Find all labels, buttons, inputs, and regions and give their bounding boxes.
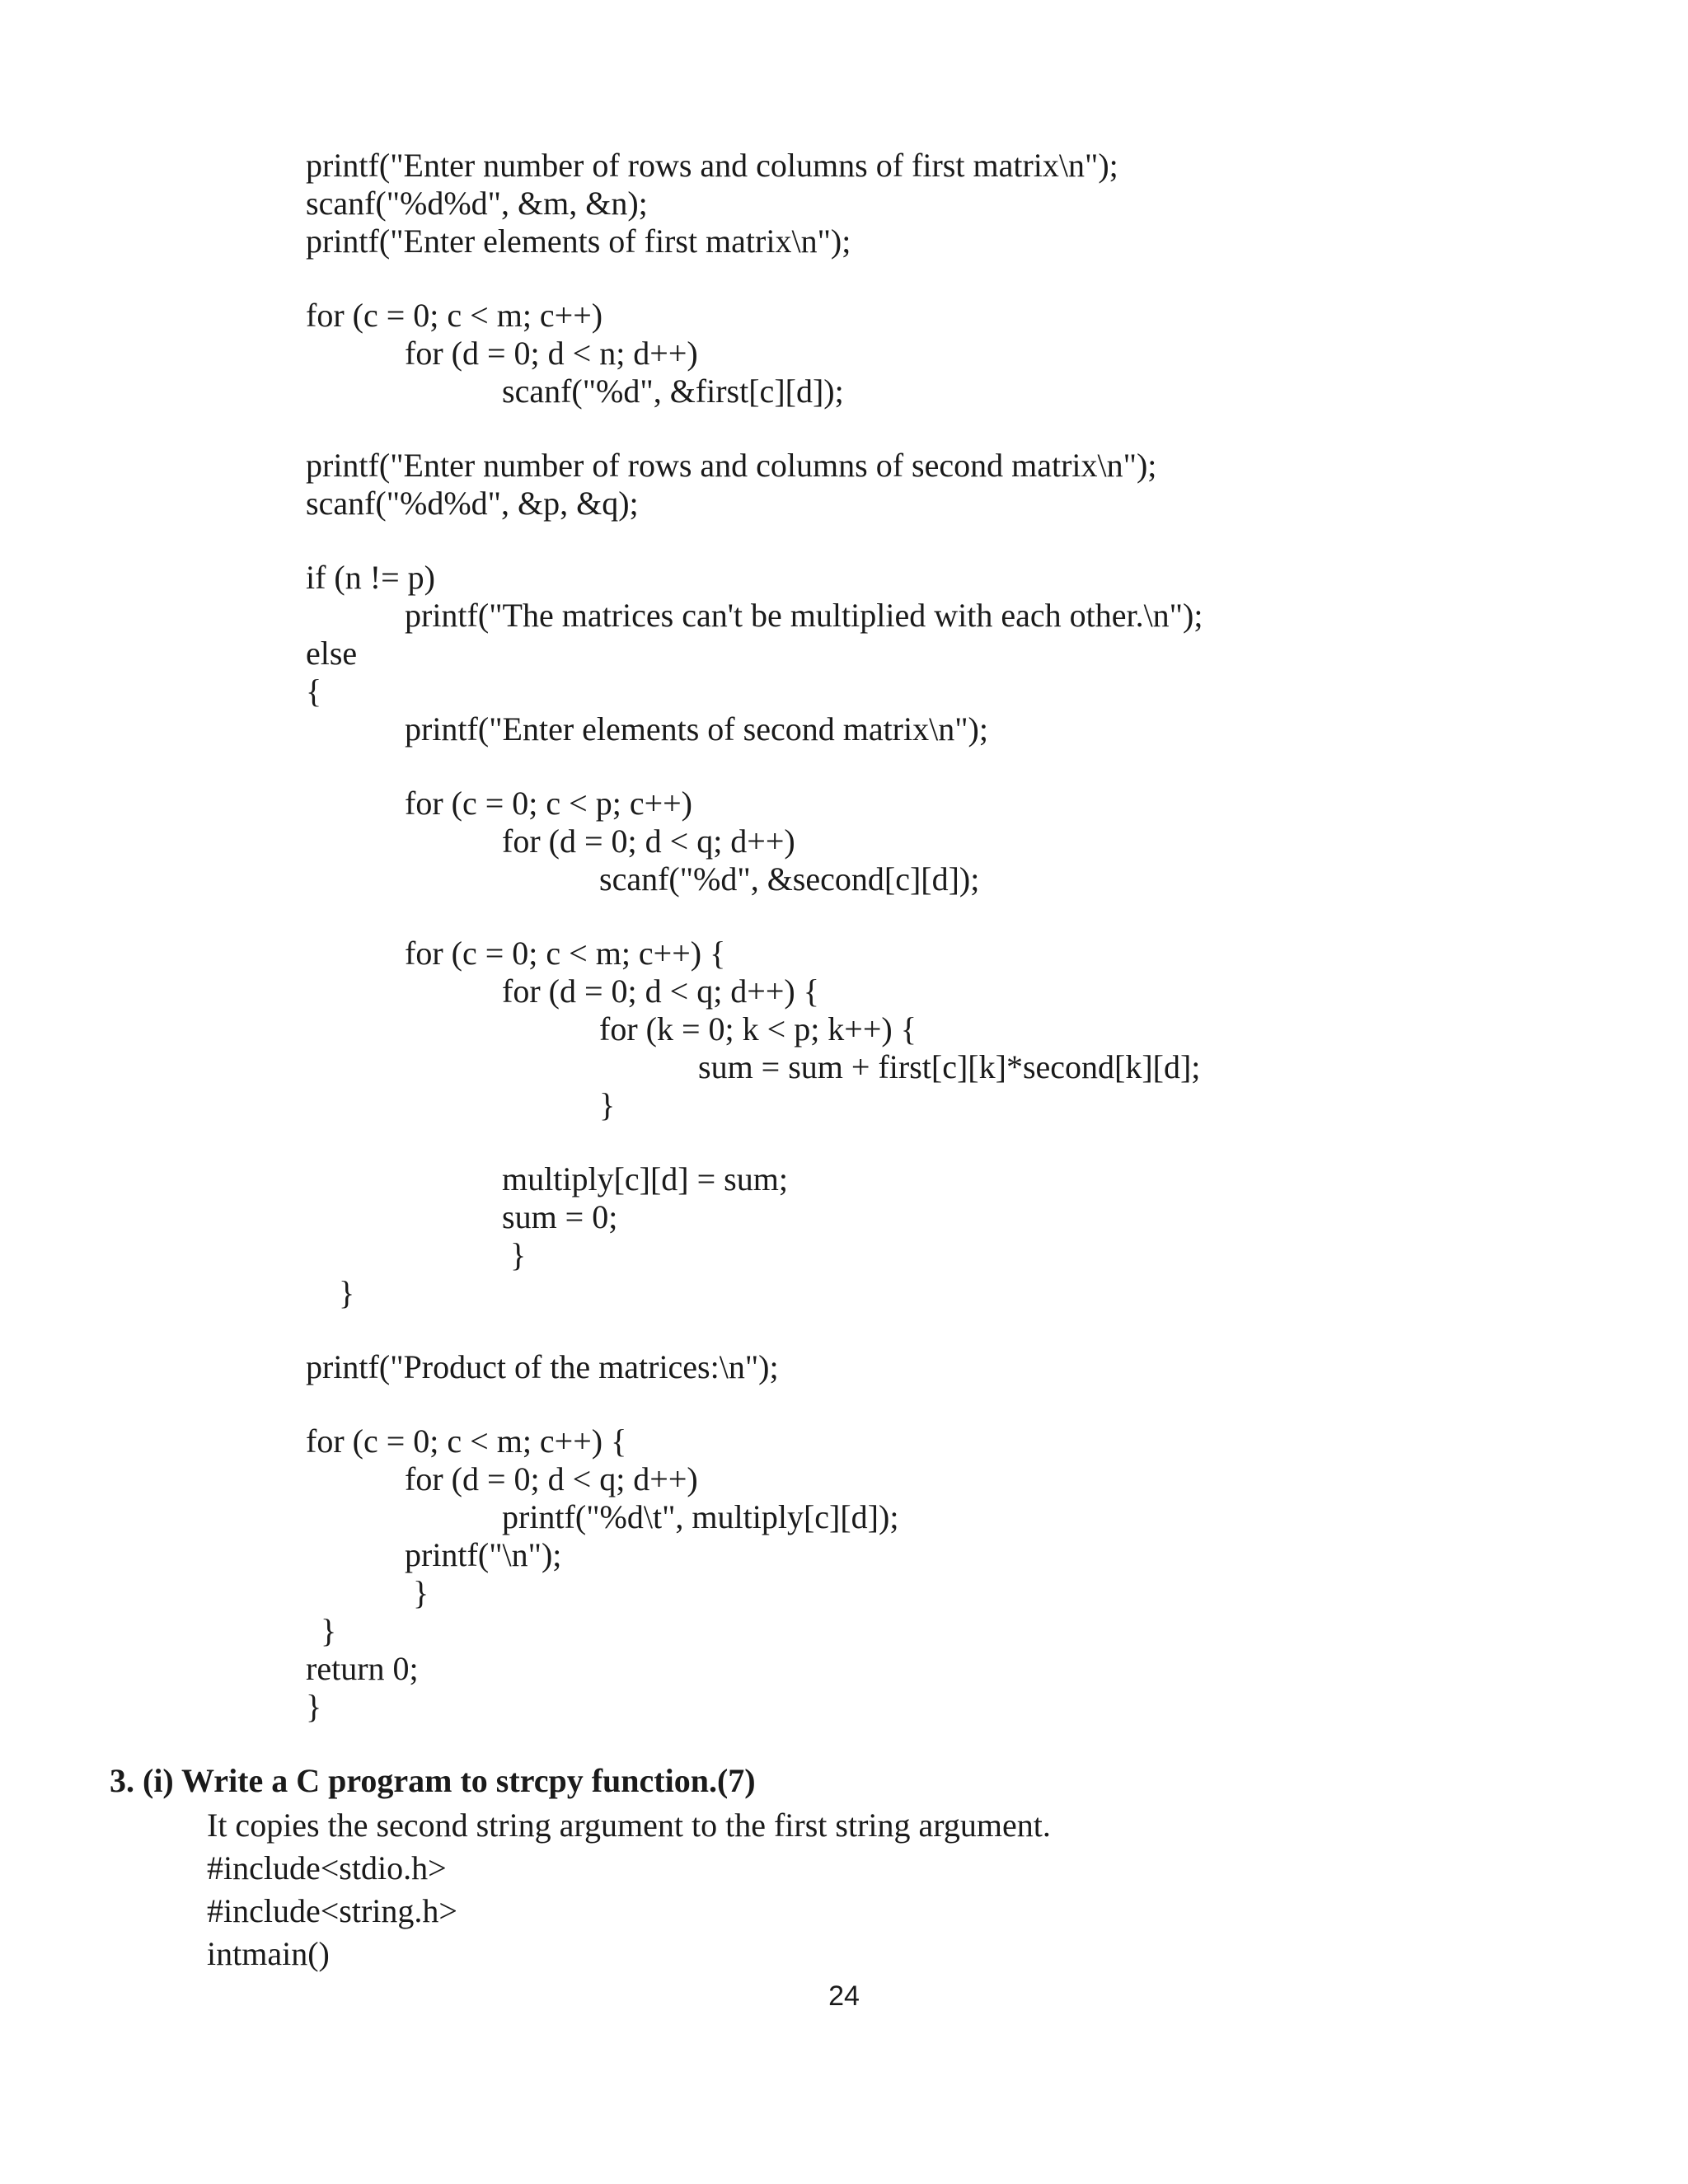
code-line: { <box>306 673 322 710</box>
page-number: 24 <box>828 1980 860 2012</box>
code-line: printf("Enter number of rows and columns of second matrix\n"); <box>306 447 1157 484</box>
question-heading: 3. (i) Write a C program to strcpy function.(7) <box>110 1762 756 1799</box>
code-line: for (c = 0; c < p; c++) <box>405 785 693 822</box>
code-line: } <box>413 1574 429 1611</box>
code-line: for (d = 0; d < n; d++) <box>405 335 698 372</box>
code-line: scanf("%d", &first[c][d]); <box>502 373 844 410</box>
code-line: } <box>510 1236 527 1273</box>
code-line: printf("Enter number of rows and columns of first matrix\n"); <box>306 147 1118 184</box>
code-line: sum = sum + first[c][k]*second[k][d]; <box>698 1048 1201 1085</box>
code-line: scanf("%d%d", &m, &n); <box>306 185 648 222</box>
code-line: scanf("%d%d", &p, &q); <box>306 485 639 522</box>
code-line: printf("The matrices can't be multiplied with each other.\n"); <box>405 597 1203 634</box>
code-line: for (d = 0; d < q; d++) { <box>502 972 819 1010</box>
code-line: sum = 0; <box>502 1198 618 1235</box>
code-line: } <box>599 1086 616 1123</box>
code-line: for (d = 0; d < q; d++) <box>405 1460 698 1497</box>
code-line: } <box>321 1612 337 1649</box>
code-line: printf("Enter elements of first matrix\n"); <box>306 223 851 260</box>
code-line: for (c = 0; c < m; c++) { <box>405 935 726 972</box>
code-line: if (n != p) <box>306 559 435 596</box>
code-line: for (k = 0; k < p; k++) { <box>599 1010 917 1047</box>
code-line: for (d = 0; d < q; d++) <box>502 823 795 860</box>
code-line: } <box>306 1688 322 1725</box>
code-line: printf("%d\t", multiply[c][d]); <box>502 1498 899 1535</box>
question-line: #include<string.h> <box>207 1892 457 1929</box>
code-line: printf("Enter elements of second matrix\n"); <box>405 710 988 748</box>
code-line: for (c = 0; c < m; c++) <box>306 297 603 334</box>
code-line: printf("Product of the matrices:\n"); <box>306 1348 779 1385</box>
code-line: multiply[c][d] = sum; <box>502 1160 788 1197</box>
code-line: scanf("%d", &second[c][d]); <box>599 860 980 898</box>
code-line: } <box>339 1274 355 1311</box>
code-line: return 0; <box>306 1650 419 1687</box>
code-line: for (c = 0; c < m; c++) { <box>306 1422 627 1460</box>
question-line: #include<stdio.h> <box>207 1849 447 1886</box>
question-line: It copies the second string argument to the first string argument. <box>207 1807 1051 1844</box>
code-line: else <box>306 635 358 672</box>
code-line: printf("\n"); <box>405 1536 562 1573</box>
question-line: intmain() <box>207 1935 330 1972</box>
